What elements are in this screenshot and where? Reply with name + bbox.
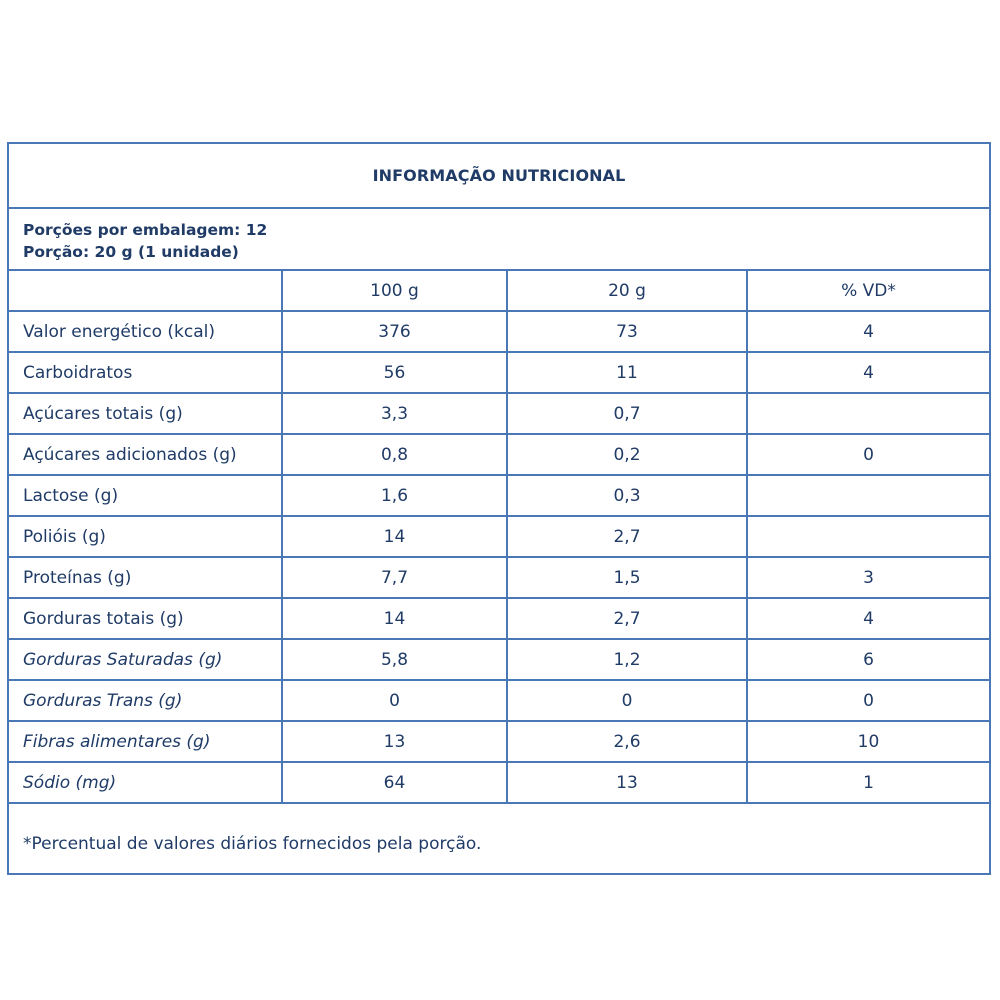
value-vd [746,394,989,435]
value-20g: 0,7 [506,394,746,435]
value-vd: 3 [746,558,989,599]
value-20g: 2,7 [506,517,746,558]
value-100g: 13 [281,722,506,763]
nutrient-name: Carboidratos [9,353,281,394]
nutrient-name: Açúcares totais (g) [9,394,281,435]
value-vd: 4 [746,312,989,353]
value-vd: 0 [746,435,989,476]
value-vd: 10 [746,722,989,763]
nutrient-name: Proteínas (g) [9,558,281,599]
value-100g: 3,3 [281,394,506,435]
nutrient-name: Fibras alimentares (g) [9,722,281,763]
value-20g: 11 [506,353,746,394]
header-cell-vd: % VD* [746,271,989,312]
value-20g: 0,3 [506,476,746,517]
header-cell-100g: 100 g [281,271,506,312]
serving-info [9,209,989,271]
nutrient-name: Gorduras Saturadas (g) [9,640,281,681]
value-100g: 56 [281,353,506,394]
header-cell-20g: 20 g [506,271,746,312]
value-100g: 376 [281,312,506,353]
value-vd: 4 [746,599,989,640]
portion-size: Porção: 20 g (1 unidade) [23,243,239,261]
footnote: *Percentual de valores diários fornecidos pela porção. [23,834,482,854]
nutrition-facts-panel [7,142,991,875]
header-cell-nutrient [9,271,281,312]
portions-per-package: Porções por embalagem: 12 [23,221,268,239]
value-vd [746,476,989,517]
nutrition-table [9,271,989,804]
value-20g: 73 [506,312,746,353]
value-100g: 0 [281,681,506,722]
value-20g: 0,2 [506,435,746,476]
value-vd: 0 [746,681,989,722]
table-title: INFORMAÇÃO NUTRICIONAL [9,144,989,209]
value-20g: 1,5 [506,558,746,599]
value-100g: 14 [281,599,506,640]
value-20g: 0 [506,681,746,722]
value-20g: 13 [506,763,746,804]
value-100g: 64 [281,763,506,804]
value-100g: 7,7 [281,558,506,599]
value-100g: 5,8 [281,640,506,681]
nutrient-name: Gorduras totais (g) [9,599,281,640]
value-100g: 14 [281,517,506,558]
value-100g: 0,8 [281,435,506,476]
value-20g: 1,2 [506,640,746,681]
value-vd: 1 [746,763,989,804]
nutrient-name: Valor energético (kcal) [9,312,281,353]
value-20g: 2,6 [506,722,746,763]
nutrient-name: Gorduras Trans (g) [9,681,281,722]
value-20g: 2,7 [506,599,746,640]
nutrient-name: Lactose (g) [9,476,281,517]
nutrient-name: Sódio (mg) [9,763,281,804]
value-vd [746,517,989,558]
value-vd: 4 [746,353,989,394]
value-vd: 6 [746,640,989,681]
nutrient-name: Açúcares adicionados (g) [9,435,281,476]
value-100g: 1,6 [281,476,506,517]
nutrient-name: Polióis (g) [9,517,281,558]
